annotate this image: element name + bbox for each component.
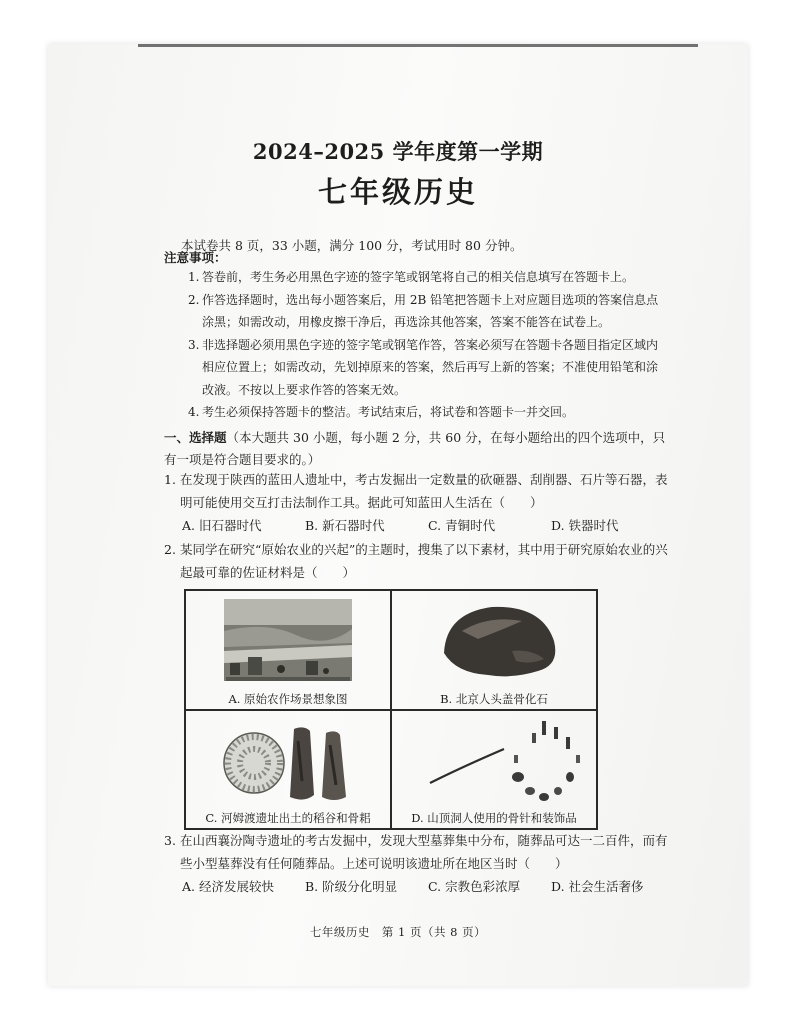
notice-item <box>188 266 668 289</box>
question-stem: 在山西襄汾陶寺遗址的考古发掘中，发现大型墓葬集中分布，随葬品可达一二百件，而有些小型墓葬没有任何随葬品。上述可说明该遗址所在地区当时（ ） <box>180 833 668 871</box>
image-caption: B. 北京人头盖骨化石 <box>440 691 548 706</box>
question-3 <box>164 829 674 898</box>
notice-item <box>188 401 668 424</box>
exam-term-title: 2024–2025 学年度第一学期 <box>252 139 544 164</box>
notice-list <box>188 266 668 424</box>
notice-item-number: 1. <box>188 270 200 284</box>
image-caption: A. 原始农作场景想象图 <box>228 691 348 706</box>
image-option-c <box>185 710 391 830</box>
notice-item-number: 4. <box>188 405 200 419</box>
exam-subject-title: 七年级历史 <box>317 175 478 209</box>
page-footer: 七年级历史 第 1 页（共 8 页） <box>309 925 487 939</box>
option-a: A. 旧石器时代 <box>182 518 262 533</box>
option-c: C. 宗教色彩浓厚 <box>428 879 521 894</box>
exam-page <box>48 44 748 986</box>
question-1 <box>164 468 674 537</box>
option-d: D. 铁器时代 <box>551 518 619 533</box>
question-options <box>164 514 674 537</box>
option-c: C. 青铜时代 <box>428 518 496 533</box>
option-a: A. 经济发展较快 <box>182 879 274 894</box>
notice-item-text: 考生必须保持答题卡的整洁。考试结束后，将试卷和答题卡一并交回。 <box>202 405 575 419</box>
notice-item-number: 3. <box>188 337 200 352</box>
question-stem: 某同学在研究“原始农业的兴起”的主题时，搜集了以下素材，其中用于研究原始农业的兴起最可靠的佐证材料是（ ） <box>180 542 668 580</box>
scan-edge <box>138 44 698 47</box>
notice-item <box>188 289 668 334</box>
notice-item-number: 2. <box>188 292 200 307</box>
image-caption: D. 山顶洞人使用的骨针和装饰品 <box>411 811 577 825</box>
question-options <box>164 875 674 898</box>
image-option-a <box>185 590 391 710</box>
image-caption: C. 河姆渡遗址出土的稻谷和骨耜 <box>205 811 371 825</box>
notice-heading: 注意事项： <box>164 250 227 265</box>
image-option-d <box>391 710 597 830</box>
section-description: （本大题共 30 小题，每小题 2 分，共 60 分，在每小题给出的四个选项中，只有一项是符合题目要求的。） <box>164 430 666 467</box>
question-stem: 在发现于陕西的蓝田人遗址中，考古发掘出一定数量的砍砸器、刮削器、石片等石器，表明可能使用交互打击法制作工具。据此可知蓝田人生活在（ ） <box>180 472 668 510</box>
option-b: B. 新石器时代 <box>305 518 385 533</box>
question-number: 3. <box>164 833 176 848</box>
option-d: D. 社会生活奢侈 <box>551 879 644 894</box>
exam-intro: 本试卷共 8 页，33 小题，满分 100 分，考试用时 80 分钟。 <box>181 238 523 253</box>
notice-item-text: 作答选择题时，选出每小题答案后，用 2B 铅笔把答题卡上对应题目选项的答案信息点涂黑；如需改动，用橡皮擦干净后，再选涂其他答案，答案不能答在试卷上。 <box>202 292 659 329</box>
question-number: 1. <box>164 472 176 487</box>
option-b: B. 阶级分化明显 <box>305 879 398 894</box>
section-heading <box>164 427 674 471</box>
notice-item-text: 非选择题必须用黑色字迹的签字笔或钢笔作答，答案必须写在答题卡各题目指定区域内相应位置上；如需改动，先划掉原来的答案，然后再写上新的答案；不准使用铅笔和涂改液。不按以上要求作答的答案无效。 <box>202 337 659 397</box>
question-2 <box>164 538 674 584</box>
notice-item <box>188 334 668 402</box>
notice-item-text: 答卷前，考生务必用黑色字迹的签字笔或钢笔将自己的相关信息填写在答题卡上。 <box>202 270 635 284</box>
question-number: 2. <box>164 542 176 557</box>
image-options-grid <box>184 589 598 830</box>
section-label: 一、选择题 <box>164 430 227 445</box>
image-option-b <box>391 590 597 710</box>
